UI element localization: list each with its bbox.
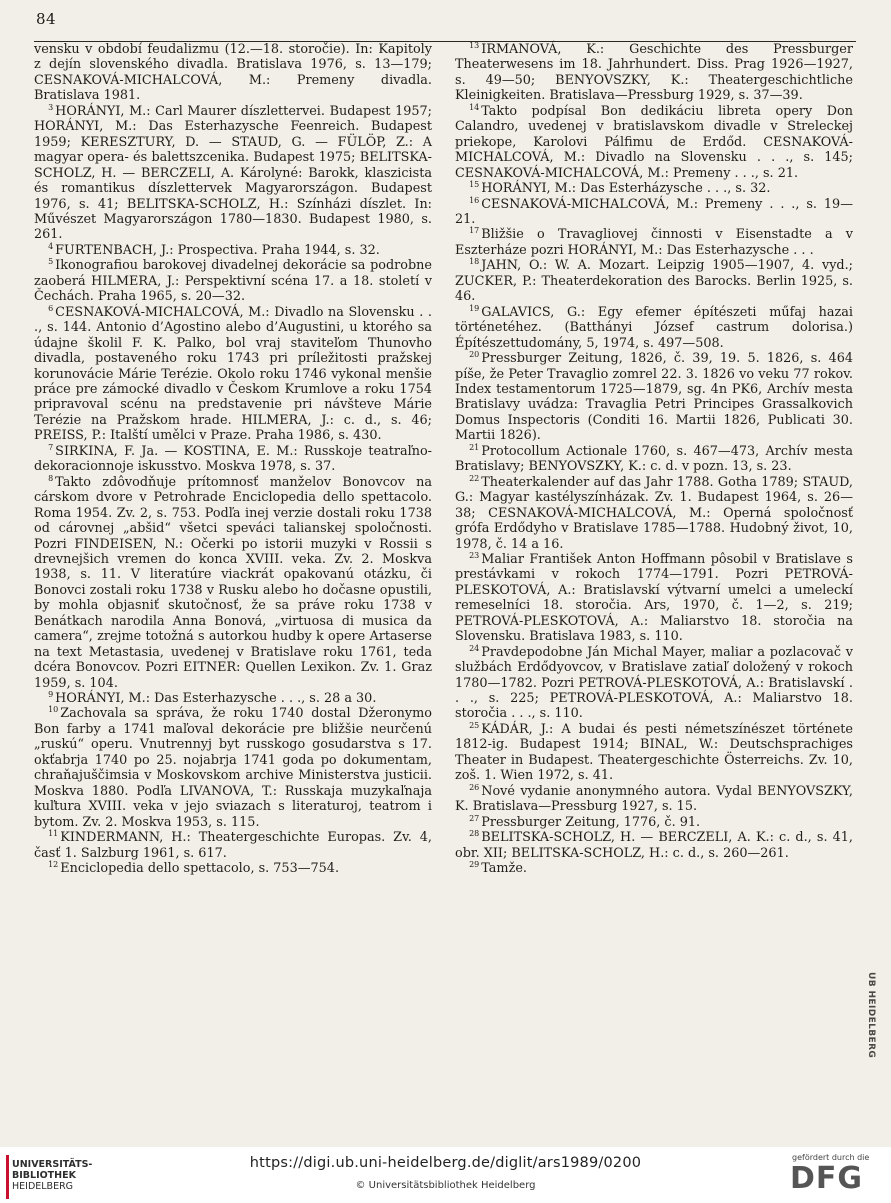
- footnote-text: Bližšie o Travagliovej činnosti v Eisenstadte a v Eszterháze pozri HORÁNYI, M.: Das Esterhazysche . . .: [455, 227, 853, 258]
- footnote-number: 23: [469, 550, 480, 560]
- footnote-number: 13: [469, 41, 480, 50]
- footnote: [34, 258, 432, 304]
- footnote: [455, 830, 853, 861]
- footnote: [455, 861, 853, 876]
- footer-bar: [0, 1147, 891, 1203]
- footnote: [34, 243, 432, 258]
- footnote-number: 16: [469, 195, 480, 205]
- footnote-number: 15: [469, 180, 480, 190]
- footnote: [455, 227, 853, 258]
- footnote: [34, 691, 432, 706]
- footnote-number: 19: [469, 303, 480, 313]
- footnote-number: 29: [469, 860, 480, 870]
- footnote-number: 26: [469, 782, 480, 792]
- footnote-number: 12: [48, 860, 59, 870]
- footnote-text: Takto zdôvodňuje prítomnosť manželov Bonovcov na cárskom dvore v Petrohrade Enciclopedia dello spettacolo. Roma 1954. Zv. 2, s. 753. Podľa inej verzie dostali roku 1738 od cárovnej „abšid“ všetci speváci talianskej spoločnosti. Pozri FINDEISEN, N.: Očerki po istorii muzyki v Rossii s drevnejšich vremen do konca XVIII. veka. Zv. 2. Moskva 1938, s. 11. V literatúre viackrát opakovanú otázku, či Bonovci zostali roku 1738 v Rusku alebo ho dočasne opustili, by mohla objasniť skutočnosť, že sa práve roku 1738 v Benátkach narodila Anna Bonová, „virtuosa di musica da camera“, zrejme totožná s autorkou hudby k opere Artaserse na text Metastasia, uvedenej v Bratislave roku 1761, teda dcéra Bonovcov. Pozri EITNER: Quellen Lexikon. Zv. 1. Graz 1959, s. 104.: [34, 474, 432, 691]
- footnote: [34, 305, 432, 444]
- footnote: [455, 645, 853, 722]
- footnotes-right-column: [455, 42, 853, 876]
- footnote: [34, 830, 432, 861]
- footnote-number: 9: [48, 690, 54, 700]
- footnote-number: 17: [469, 226, 480, 236]
- footnote: [455, 722, 853, 784]
- footnote-number: 3: [48, 102, 54, 112]
- footnote: [455, 475, 853, 552]
- footnote-number: 4: [48, 241, 54, 251]
- footnote-number: 22: [469, 473, 480, 483]
- footnote: [34, 42, 432, 104]
- footnote: [455, 305, 853, 351]
- footnote-text: CESNAKOVÁ-MICHALCOVÁ, M.: Divadlo na Slovensku . . ., s. 144. Antonio d’Agostino alebo d’Augustini, u ktorého sa údajne školil F. K. Palko, bol vraj staviteľom Thunovho divadla, postaveného roku 1743 pri príležitosti pražskej korunovácie Márie Terézie. Okolo roku 1746 vykonal menšie práce pre zámocké divadlo v Českom Krumlove a roku 1754 pripravoval scénu na predstavenie pri návšteve Márie Terézie na Pražskom hrade. HILMERA, J.: c. d., s. 46; PREISS, P.: Italští umělci v Praze. Praha 1986, s. 430.: [34, 304, 432, 444]
- funder-note: gefördert durch die: [792, 1153, 870, 1162]
- footnote-number: 6: [48, 303, 54, 313]
- footnote: [34, 444, 432, 475]
- footnote-number: 27: [469, 813, 480, 823]
- footnote-number: 5: [48, 257, 54, 267]
- footnote: [34, 861, 432, 876]
- footnote: [455, 815, 853, 830]
- footnote-text: vensku v období feudalizmu (12.—18. storočie). In: Kapitoly z dejín slovenského divadla. Bratislava 1976, s. 13—179; CESNAKOVÁ-MICHALCOVÁ, M.: Premeny divadla. Bratislava 1981.: [34, 42, 432, 104]
- library-name-line2: BIBLIOTHEK: [12, 1170, 76, 1181]
- permalink-url[interactable]: https://digi.ub.uni-heidelberg.de/diglit/ars1989/0200: [249, 1155, 642, 1171]
- footnote-text: Nové vydanie anonymného autora. Vydal BENYOVSZKY, K. Bratislava—Pressburg 1927, s. 15.: [455, 783, 853, 815]
- dfg-logo: DFG: [790, 1161, 864, 1196]
- footnote-text: JAHN, O.: W. A. Mozart. Leipzig 1905—1907, 4. vyd.; ZUCKER, P.: Theaterdekoration des Barocks. Berlin 1925, s. 46.: [455, 258, 853, 305]
- footnote: [455, 258, 853, 304]
- footnote-text: Pravdepodobne Ján Michal Mayer, maliar a pozlacovač v službách Erdődyovcov, v Bratislave zatiaľ doložený v rokoch 1780—1782. Pozri PETROVÁ-PLESKOTOVÁ, A.: Bratislavskí . . ., s. 225; PETROVÁ-PLESKOTOVÁ, A.: Maliarstvo 18. storočia . . ., s. 110.: [455, 644, 853, 722]
- footnote-number: 21: [469, 442, 480, 452]
- footnote: [455, 784, 853, 815]
- footnote-text: HORÁNYI, M.: Carl Maurer díszlettervei. Budapest 1957; HORÁNYI, M.: Das Esterhazysche Feenreich. Budapest 1959; KERESZTURY, D. — STAUD, G. — FÜLÖP, Z.: A magyar opera- és balettszcenika. Budapest 1975; BELITSKA-SCHOLZ, H. — BERCZELI, A. Károlyné: Barokk, klaszicista és romantikus díszlettervek Magyarországon. Budapest 1976, s. 41; BELITSKA-SCHOLZ, H.: Színházi díszlet. In: Művészet Magyarországon 1780—1830. Budapest 1980, s. 261.: [34, 103, 432, 243]
- footnote-text: HORÁNYI, M.: Das Esterházysche . . ., s. 32.: [481, 181, 771, 197]
- footnote-number: 14: [469, 102, 480, 112]
- footnote-text: IRMANOVÁ, K.: Geschichte des Pressburger Theaterwesens im 18. Jahrhundert. Diss. Prag 1926—1927, s. 49—50; BENYOVSZKY, K.: Theatergeschichtliche Kleinigkeiten. Bratislava—Pressburg 1929, s. 37—39.: [455, 42, 853, 104]
- footnote: [455, 104, 853, 181]
- footnote-number: 24: [469, 643, 480, 653]
- footnote-text: CESNAKOVÁ-MICHALCOVÁ, M.: Premeny . . ., s. 19—21.: [455, 196, 853, 227]
- footnote-text: FURTENBACH, J.: Prospectiva. Praha 1944, s. 32.: [55, 242, 380, 258]
- footnote-text: KÁDÁR, J.: A budai és pesti németszínészet története 1812-ig. Budapest 1914; BINAL, W.: Deutschsprachiges Theater in Budapest. Theatergeschichte Österreichs. Zv. 10, zoš. 1. Wien 1972, s. 41.: [455, 721, 853, 784]
- footnote-number: 25: [469, 720, 480, 730]
- library-name-line3: HEIDELBERG: [12, 1181, 74, 1192]
- footnote: [455, 42, 853, 104]
- footnote: [455, 552, 853, 645]
- footnote: [34, 475, 432, 691]
- footnote-text: HORÁNYI, M.: Das Esterhazysche . . ., s. 28 a 30.: [55, 691, 377, 707]
- footnote: [455, 444, 853, 475]
- footnote-text: Maliar František Anton Hoffmann pôsobil v Bratislave s prestávkami v rokoch 1774—1791. Pozri PETROVÁ-PLESKOTOVÁ, A.: Bratislavskí výtvarní umelci a umeleckí remeselníci 18. storočia. Ars, 1970, č. 1—2, s. 219; PETROVÁ-PLESKOTOVÁ, A.: Maliarstvo 18. storočia na Slovensku. Bratislava 1983, s. 110.: [455, 551, 853, 645]
- footnote-text: Enciclopedia dello spettacolo, s. 753—754.: [60, 861, 340, 877]
- library-side-stamp: UB HEIDELBERG: [866, 972, 876, 1059]
- footnote-number: 7: [48, 442, 54, 452]
- footnote: [34, 706, 432, 830]
- footnote-text: Zachovala sa správa, že roku 1740 dostal Džeronymo Bon farby a 1741 maľoval dekorácie pre bližšie neurčenú „ruskú“ operu. Vnutrennyj byt russkogo gosudarstva s 17. okťabrja 1740 po 25. nojabrja 1741 goda po dokumentam, chraňajuščimsia v Moskovskom archive Ministerstva justicii. Moskva 1880. Podľa LIVANOVA, T.: Russkaja muzykaľnaja kuľtura XVIII. veka v jejo sviazach s literaturoj, teatrom i bytom. Zv. 2. Moskva 1953, s. 115.: [34, 706, 432, 830]
- footnote-number: 11: [48, 829, 59, 839]
- footnote-text: Pressburger Zeitung, 1826, č. 39, 19. 5. 1826, s. 464 píše, že Peter Travaglio zomrel 22. 3. 1826 vo veku 77 rokov. Index testamentorum 1725—1879, sg. 4n PK6, Archív mesta Bratislavy uvádza: Travaglia Petri Principes Grassalkovich Domus Inspectoris (Conditi 16. Martii 1826, Publicati 30. Martii 1826).: [455, 351, 853, 444]
- footnote: [455, 197, 853, 228]
- footnotes-left-column: [34, 42, 432, 876]
- footnote-text: Pressburger Zeitung, 1776, č. 91.: [481, 814, 701, 830]
- footnote: [455, 181, 853, 196]
- footnote-text: Protocollum Actionale 1760, s. 467—473, Archív mesta Bratislavy; BENYOVSZKY, K.: c. d. v pozn. 13, s. 23.: [455, 443, 853, 475]
- page-number: 84: [36, 10, 57, 28]
- footnote-text: SIRKINA, F. Ja. — KOSTINA, E. M.: Russkoje teatraľno-dekoracionnoje iskusstvo. Moskva 1978, s. 37.: [34, 443, 432, 475]
- footnote-number: 28: [469, 829, 480, 839]
- footnote-text: Tamže.: [481, 861, 527, 877]
- footnote-number: 20: [469, 350, 480, 360]
- library-name-line1: UNIVERSITÄTS-: [12, 1159, 93, 1170]
- footnote-number: 10: [48, 705, 59, 715]
- footnote-number: 8: [48, 473, 54, 483]
- footnote-text: Ikonografiou barokovej divadelnej dekorácie sa podrobne zaoberá HILMERA, J.: Perspektivní scéna 17. a 18. století v Čechách. Praha 1965, s. 20—32.: [34, 258, 432, 305]
- footnote-text: BELITSKA-SCHOLZ, H. — BERCZELI, A. K.: c. d., s. 41, obr. XII; BELITSKA-SCHOLZ, H.: c. d., s. 260—261.: [455, 830, 853, 861]
- footnote: [455, 351, 853, 444]
- footnote-text: Theaterkalender auf das Jahr 1788. Gotha 1789; STAUD, G.: Magyar kastélyszínházak. Zv. 1. Budapest 1964, s. 26—38; CESNAKOVÁ-MICHALCOVÁ, M.: Operná spoločnosť grófa Erdődyho v Bratislave 1785—1788. Hudobný život, 10, 1978, č. 14 a 16.: [455, 474, 853, 552]
- footnote-text: GALAVICS, G.: Egy efemer építészeti műfaj hazai történetéhez. (Batthányi József castrum dolorisa.) Építészettudomány, 5, 1974, s. 497—508.: [455, 304, 853, 351]
- copyright-notice: © Universitätsbibliothek Heidelberg: [355, 1180, 536, 1191]
- footnote-text: Takto podpísal Bon dedikáciu libreta opery Don Calandro, uvedenej v bratislavskom divadle v Streleckej priekope, Karolovi Pálfimu de Erdőd. CESNAKOVÁ-MICHALCOVÁ, M.: Divadlo na Slovensku . . ., s. 145; CESNAKOVÁ-MICHALCOVÁ, M.: Premeny . . ., s. 21.: [455, 103, 853, 181]
- footnote-text: KINDERMANN, H.: Theatergeschichte Europas. Zv. 4, časť 1. Salzburg 1961, s. 617.: [34, 830, 432, 861]
- footnote-number: 18: [469, 257, 480, 267]
- footnote: [34, 104, 432, 243]
